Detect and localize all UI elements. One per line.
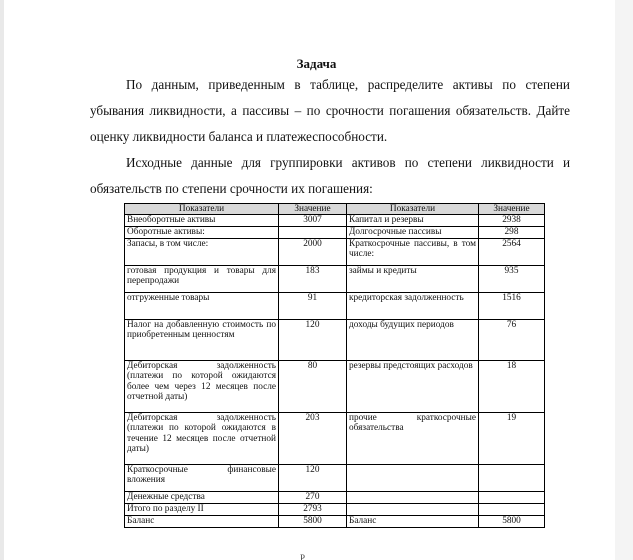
asset-value: 120	[279, 320, 347, 361]
asset-name: готовая продукция и товары для перепродажи	[125, 266, 279, 293]
liability-value: 2564	[479, 239, 545, 266]
asset-value: 5800	[279, 516, 347, 528]
asset-name: Краткосрочные финансовые вложения	[125, 465, 279, 492]
liability-value	[479, 465, 545, 492]
asset-name: отгруженные товары	[125, 293, 279, 320]
liability-name: Долгосрочные пассивы	[347, 227, 479, 239]
asset-value: 3007	[279, 215, 347, 227]
table-row	[125, 293, 545, 320]
liability-value: 1516	[479, 293, 545, 320]
liability-value	[479, 492, 545, 504]
page-left-edge	[0, 0, 4, 560]
asset-name: Оборотные активы:	[125, 227, 279, 239]
asset-name: Дебиторская задолженность (платежи по которой ожидаются более чем через 12 месяцев после отчетной даты)	[125, 361, 279, 413]
asset-value: 120	[279, 465, 347, 492]
source-data-table	[124, 203, 545, 528]
liability-value	[479, 504, 545, 516]
asset-value: 270	[279, 492, 347, 504]
table-row	[125, 239, 545, 266]
asset-value: 80	[279, 361, 347, 413]
asset-value: 203	[279, 413, 347, 465]
liability-value: 18	[479, 361, 545, 413]
liability-name: Краткосрочные пассивы, в том числе:	[347, 239, 479, 266]
liability-name: прочие краткосрочные обязательства	[347, 413, 479, 465]
asset-name: Баланс	[125, 516, 279, 528]
asset-name: Дебиторская задолженность (платежи по которой ожидаются в течение 12 месяцев после отчетной даты)	[125, 413, 279, 465]
liability-value: 935	[479, 266, 545, 293]
table-row	[125, 320, 545, 361]
table-row	[125, 227, 545, 239]
table-row	[125, 492, 545, 504]
table-row	[125, 361, 545, 413]
liability-name: Капитал и резервы	[347, 215, 479, 227]
liability-name: Баланс	[347, 516, 479, 528]
page-bottom-fragment: Р	[300, 553, 306, 560]
task-paragraph-1: По данным, приведенным в таблице, распределите активы по степени убывания ликвидности, а пассивы – по срочности погашения обязательств. Дайте оценку ликвидности баланса и платежеспособности.	[90, 77, 570, 144]
table-row	[125, 504, 545, 516]
table-row	[125, 215, 545, 227]
liability-value: 298	[479, 227, 545, 239]
table-row	[125, 266, 545, 293]
asset-value	[279, 227, 347, 239]
table-row	[125, 413, 545, 465]
liability-value: 5800	[479, 516, 545, 528]
table-header-row	[125, 204, 545, 215]
asset-value: 183	[279, 266, 347, 293]
liability-name	[347, 504, 479, 516]
page-right-edge	[615, 0, 633, 560]
asset-value: 91	[279, 293, 347, 320]
header-indicators-assets: Показатели	[125, 204, 279, 215]
table-row	[125, 465, 545, 492]
liability-name: займы и кредиты	[347, 266, 479, 293]
liability-name	[347, 465, 479, 492]
asset-name: Внеоборотные активы	[125, 215, 279, 227]
liability-value: 76	[479, 320, 545, 361]
header-indicators-liabilities: Показатели	[347, 204, 479, 215]
task-paragraph-2: Исходные данные для группировки активов по степени ликвидности и обязательств по степени срочности их погашения:	[90, 155, 570, 196]
table-row	[125, 516, 545, 528]
asset-name: Налог на добавленную стоимость по приобретенным ценностям	[125, 320, 279, 361]
liability-name: доходы будущих периодов	[347, 320, 479, 361]
liability-name: резервы предстоящих расходов	[347, 361, 479, 413]
asset-name: Денежные средства	[125, 492, 279, 504]
liability-name: кредиторская задолженность	[347, 293, 479, 320]
liability-value: 2938	[479, 215, 545, 227]
asset-name: Итого по разделу II	[125, 504, 279, 516]
header-value-liabilities: Значение	[479, 204, 545, 215]
liability-value: 19	[479, 413, 545, 465]
asset-name: Запасы, в том числе:	[125, 239, 279, 266]
header-value-assets: Значение	[279, 204, 347, 215]
asset-value: 2793	[279, 504, 347, 516]
task-title: Задача	[296, 56, 337, 71]
liability-name	[347, 492, 479, 504]
asset-value: 2000	[279, 239, 347, 266]
